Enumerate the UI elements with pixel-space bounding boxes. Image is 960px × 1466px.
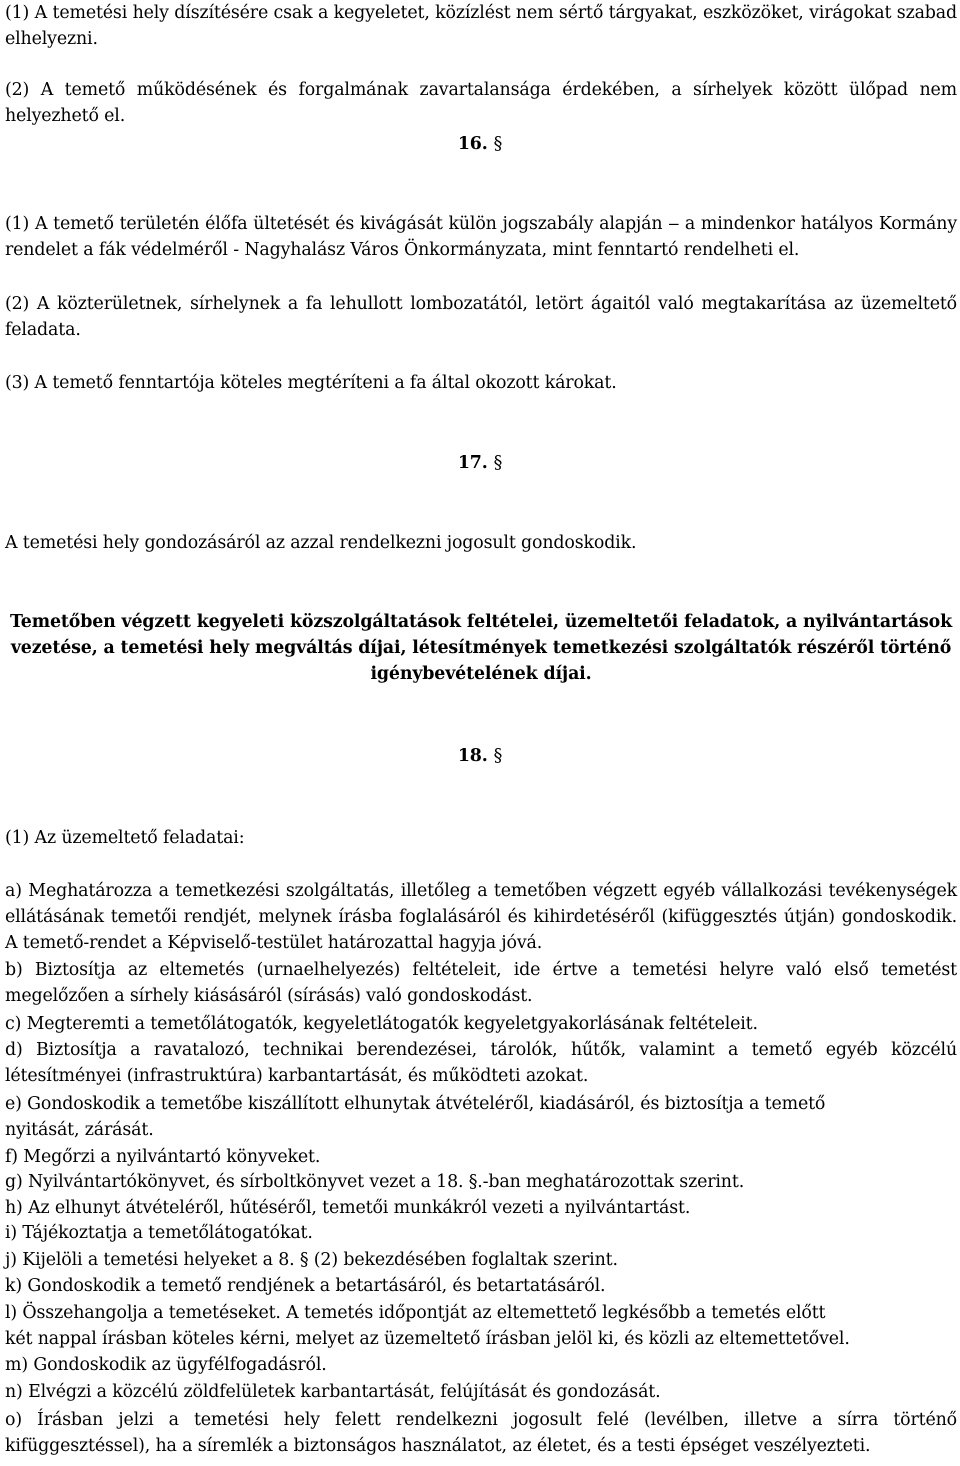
duty-item-d: d) Biztosítja a ravatalozó, technikai berendezései, tárolók, hűtők, valamint a temető egyéb közcélú létesítményei (infrastruktúra) karbantartását, és működteti azokat. — [5, 1040, 957, 1086]
paragraph-bench: (2) A temető működésének és forgalmának zavartalansága érdekében, a sírhelyek között ülőpad nem helyezhető el. — [5, 80, 957, 126]
duty-item-n: n) Elvégzi a közcélú zöldfelületek karbantartását, felújítását és gondozását. — [5, 1382, 661, 1402]
duty-item-k: k) Gondoskodik a temető rendjének a betartásáról, és betartatásáról. — [5, 1276, 606, 1296]
section-sign: § — [493, 453, 503, 473]
section-number: 17. — [457, 453, 488, 473]
section-17-heading — [0, 450, 960, 476]
duty-item-l-line2: két nappal írásban köteles kérni, melyet az üzemeltető írásban jelöl ki, és közli az eltemettetővel. — [5, 1329, 850, 1349]
duty-item-c: c) Megteremti a temetőlátogatók, kegyeletlátogatók kegyeletgyakorlásának feltételeit. — [5, 1014, 758, 1034]
paragraph-decoration: (1) A temetési hely díszítésére csak a kegyeletet, közízlést nem sértő tárgyakat, eszközöket, virágokat szabad elhelyezni. — [5, 3, 957, 49]
section-sign: § — [493, 746, 503, 766]
duty-item-j: j) Kijelöli a temetési helyeket a 8. § (2) bekezdésében foglaltak szerint. — [5, 1250, 618, 1270]
duty-item-g: g) Nyilvántartókönyvet, és sírboltkönyvet vezet a 18. §.-ban meghatározottak szerint. — [5, 1172, 745, 1192]
duty-item-l-line1: l) Összehangolja a temetéseket. A temetés időpontját az eltemettető legkésőbb a temetés előtt — [5, 1303, 826, 1323]
duty-item-o: o) Írásban jelzi a temetési hely felett rendelkezni jogosult felé (levélben, illetve a sírra történő kifüggesztéssel), ha a síremlék a biztonságos használatot, az életet, és a testi épséget veszélyezteti. — [5, 1410, 957, 1456]
chapter-heading: Temetőben végzett kegyeleti közszolgáltatások feltételei, üzemeltetői feladatok, a nyilvántartások vezetése, a temetési hely megváltás díjai, létesítmények temetkezési szolgáltatók részéről történő igénybevételének díjai. — [10, 612, 952, 684]
paragraph-care: A temetési hely gondozásáról az azzal rendelkezni jogosult gondoskodik. — [5, 533, 637, 553]
section-16-heading — [0, 131, 960, 157]
duty-item-e-line2: nyitását, zárását. — [5, 1120, 154, 1140]
duty-item-f: f) Megőrzi a nyilvántartó könyveket. — [5, 1147, 321, 1167]
paragraph-foliage: (2) A közterületnek, sírhelynek a fa lehullott lombozatától, letört ágaitól való megtakarítása az üzemeltető feladata. — [5, 294, 957, 340]
duty-item-b: b) Biztosítja az eltemetés (urnaelhelyezés) feltételeit, ide értve a temetési helyre való első temetést megelőzően a sírhely kiásásáról (sírásás) való gondoskodást. — [5, 960, 957, 1006]
duty-item-i: i) Tájékoztatja a temetőlátogatókat. — [5, 1223, 313, 1243]
section-number: 18. — [457, 746, 488, 766]
duty-item-a: a) Meghatározza a temetkezési szolgáltatás, illetőleg a temetőben végzett egyéb vállalkozási tevékenységek ellátásának temetői rendjét, melynek írásba foglalásáról és kihirdetéséről (kifüggesztés útján) gondoskodik. A temető-rendet a Képviselő-testület határozattal hagyja jóvá. — [5, 881, 957, 953]
section-sign: § — [493, 134, 503, 154]
duty-item-h: h) Az elhunyt átvételéről, hűtéséről, temetői munkákról vezeti a nyilvántartást. — [5, 1198, 691, 1218]
paragraph-trees: (1) A temető területén élőfa ültetését és kivágását külön jogszabály alapján ‒ a mindenkor hatályos Kormány rendelet a fák védelméről - Nagyhalász Város Önkormányzata, mint fenntartó rendelheti el. — [5, 214, 957, 260]
section-18-heading — [0, 743, 960, 769]
paragraph-operator-duties: (1) Az üzemeltető feladatai: — [5, 828, 245, 848]
paragraph-damages: (3) A temető fenntartója köteles megtéríteni a fa által okozott károkat. — [5, 373, 617, 393]
section-number: 16. — [457, 134, 488, 154]
duty-item-m: m) Gondoskodik az ügyfélfogadásról. — [5, 1355, 327, 1375]
duty-item-e-line1: e) Gondoskodik a temetőbe kiszállított elhunytak átvételéről, kiadásáról, és biztosítja a temető — [5, 1094, 826, 1114]
